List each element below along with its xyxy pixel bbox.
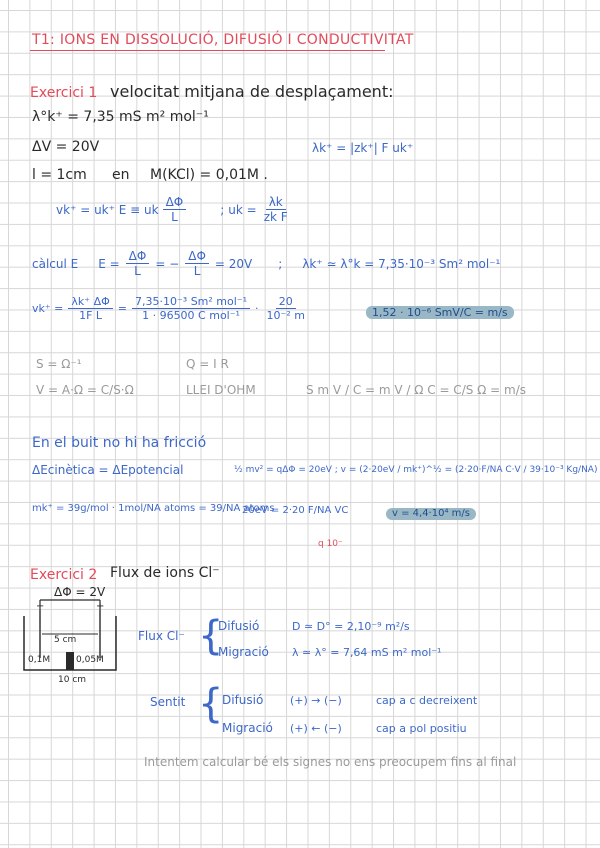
sentit-difusio-direction: (+) → (−) [290, 694, 342, 707]
mobility-fraction-den: zk F [263, 210, 288, 224]
field-eq: E = [98, 256, 120, 271]
velocity-fraction [163, 196, 187, 223]
molarity-value: M(KCl) = 0,01M . [150, 167, 268, 183]
migration-conductivity: λ ≃ λ° = 7,64 mS m² mol⁻¹ [292, 646, 442, 659]
lambda-equation: λk⁺ ≃ λ°k = 7,35·10⁻³ Sm² mol⁻¹ [302, 256, 501, 271]
units-siemens: S = Ω⁻¹ [36, 357, 82, 371]
sentit-difusio-description: cap a c decreixent [376, 694, 478, 707]
flux-difusio: Difusió [218, 619, 260, 633]
units-ohm-label: LLEI D'OHM [186, 383, 256, 397]
velocity-calc-fraction-1 [68, 296, 112, 321]
sentit-migracio-description: cap a pol positiu [376, 722, 467, 735]
lambda-k-value: λ°k⁺ = 7,35 mS m² mol⁻¹ [32, 109, 209, 125]
exercise-1-subject: velocitat mitjana de desplaçament: [110, 82, 394, 101]
velocity-calc-fraction-2-den: 1 · 96500 C mol⁻¹ [142, 309, 240, 322]
exercise-2-heading: Exercici 2 [30, 567, 98, 583]
field-calculation [32, 250, 500, 277]
mobility-fraction [261, 196, 291, 223]
velocity-fraction-num: ΔΦ [163, 196, 187, 210]
flux-label: Flux Cl⁻ [138, 629, 185, 643]
field-value: = 20V [214, 256, 253, 271]
en-word: en [112, 167, 130, 183]
length-value: l = 1cm [32, 167, 87, 183]
page-title: T1: IONS EN DISSOLUCIÓ, DIFUSIÓ I CONDUCTIVITAT [32, 32, 414, 48]
flux-migracio: Migració [218, 645, 269, 659]
right-concentration: 0,05M [76, 655, 104, 665]
electrode-distance: 5 cm [54, 635, 77, 645]
title-underline [30, 50, 385, 51]
v-result-highlight: v = 4,4·10⁴ m/s [386, 508, 476, 520]
formula-separator: ; [220, 202, 225, 217]
field-fraction-1-den: L [134, 264, 141, 278]
left-concentration: 0,1M [28, 655, 51, 665]
ev-conversion: 20eV = 2·20 F/NA VC [242, 505, 349, 516]
beaker-potential: ΔΦ = 2V [54, 585, 106, 599]
exercise-2-subject: Flux de ions Cl⁻ [110, 565, 220, 581]
delta-v-value: ΔV = 20V [32, 139, 100, 155]
units-ohm-law: Q = I R [186, 357, 229, 371]
velocity-calc-fraction-2 [132, 296, 250, 321]
velocity-calculation [32, 296, 308, 321]
field-semicolon: ; [278, 256, 283, 271]
electrode-minus: − [36, 601, 45, 612]
field-fraction-2 [185, 250, 209, 277]
field-fraction-2-num: ΔΦ [185, 250, 209, 264]
velocity-formula [56, 196, 291, 223]
vacuum-statement: En el buit no hi ha fricció [32, 435, 207, 451]
field-fraction-1 [126, 250, 150, 277]
diffusion-coefficient: D ≃ D° = 2,10⁻⁹ m²/s [292, 620, 410, 633]
units-volt: V = A·Ω = C/S·Ω [36, 383, 134, 397]
velocity-calc-fraction-1-den: 1F L [79, 309, 103, 322]
velocity-calc-lhs: vk⁺ = [32, 302, 64, 315]
sentit-migracio-label: Migració [222, 721, 273, 735]
exercise-1-heading: Exercici 1 [30, 85, 98, 101]
sentit-brace: { [198, 681, 224, 727]
velocity-calc-eq: = [117, 302, 127, 315]
field-minus: = − [155, 256, 180, 271]
field-fraction-1-num: ΔΦ [126, 250, 150, 264]
velocity-calc-fraction-3 [264, 296, 308, 321]
lambda-definition: λk⁺ = |zk⁺| F uk⁺ [312, 141, 414, 155]
units-conversion: S m V / C = m V / Ω C = C/S Ω = m/s [306, 383, 527, 397]
beaker-width: 10 cm [58, 675, 87, 685]
velocity-fraction-den: L [171, 210, 178, 224]
electrode-plus: + [96, 601, 105, 612]
velocity-calc-fraction-3-den: 10⁻² m [266, 309, 305, 322]
velocity-calc-dot: · [255, 302, 259, 315]
velocity-formula-lhs: vk⁺ = uk⁺ E ≡ uk [56, 202, 159, 217]
velocity-result-highlight: 1,52 · 10⁻⁶ SmV/C = m/s [366, 306, 514, 319]
velocity-calc-fraction-2-num: 7,35·10⁻³ Sm² mol⁻¹ [132, 296, 250, 309]
energy-conservation: ΔEcinètica = ΔEpotencial [32, 463, 184, 477]
flux-brace: { [198, 613, 224, 659]
mobility-formula-lhs: uk = [228, 202, 257, 217]
sentit-difusio-label: Difusió [222, 693, 264, 707]
final-note: Intentem calcular bé els signes no ens preocupem fins al final [144, 755, 517, 769]
potassium-mass: mk⁺ = 39g/mol · 1mol/NA atoms = 39/NA atoms [32, 503, 275, 514]
velocity-calc-fraction-3-num: 20 [276, 296, 296, 309]
mobility-fraction-num: λk [266, 196, 286, 210]
sentit-label: Sentit [150, 695, 186, 709]
charge-note: q 10⁻ [318, 539, 343, 549]
calc-label: càlcul E [32, 256, 79, 271]
field-fraction-2-den: L [193, 264, 201, 278]
velocity-calc-fraction-1-num: λk⁺ ΔΦ [68, 296, 112, 309]
energy-equation: ½ mv² = qΔΦ = 20eV ; v = (2·20eV / mk⁺)^½ = (2·20·F/NA C·V / 39·10⁻³ Kg/NA) [234, 465, 598, 475]
sentit-migracio-direction: (+) ← (−) [290, 722, 342, 735]
